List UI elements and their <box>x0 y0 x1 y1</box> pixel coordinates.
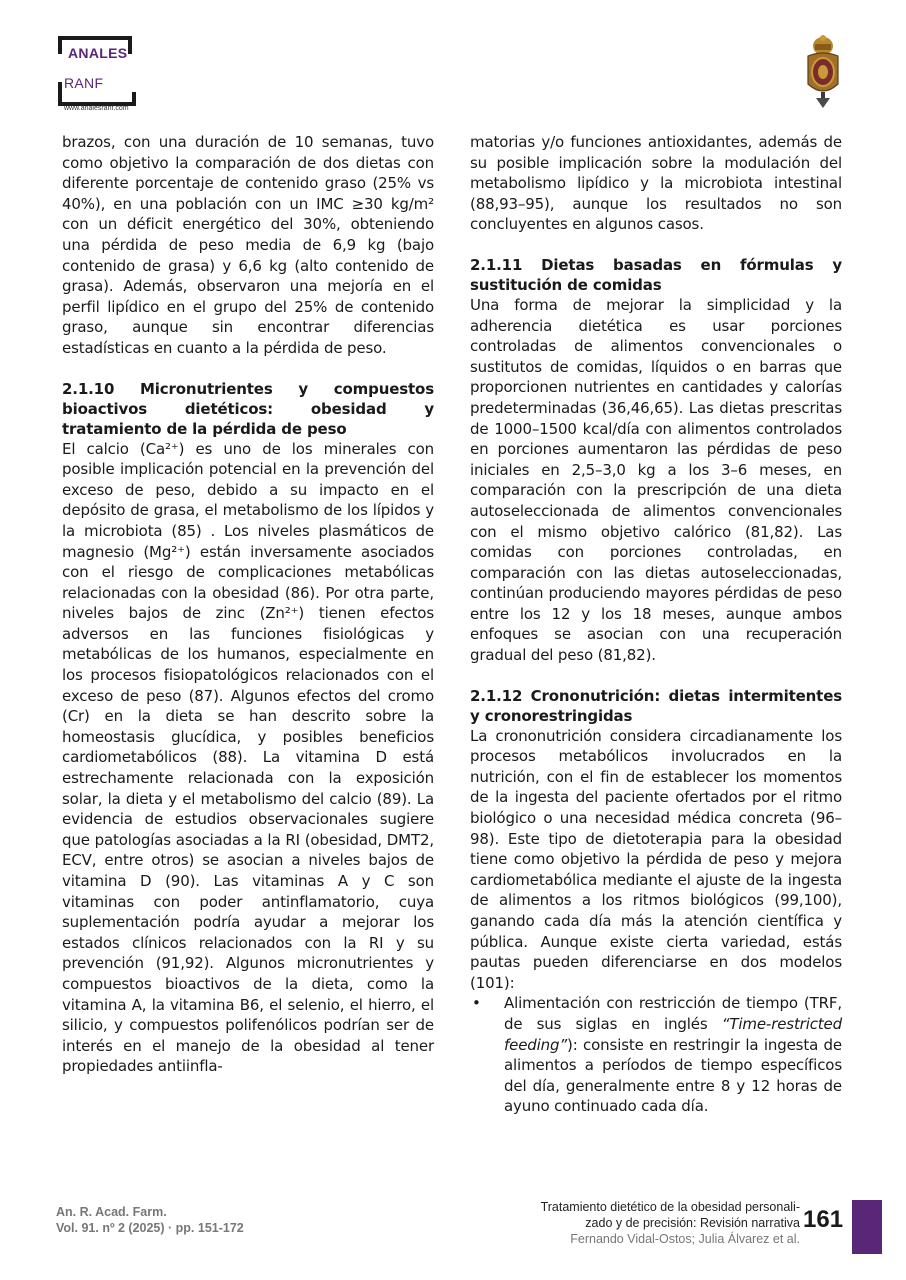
running-title-line: Tratamiento dietético de la obesidad personali- <box>540 1200 800 1214</box>
list-item <box>504 993 842 1117</box>
logo-anales-text: ANALES <box>68 45 128 61</box>
running-title-line: zado y de precisión: Revisión narrativa <box>585 1216 800 1230</box>
right-column <box>470 132 842 1117</box>
logo-bracket <box>128 36 132 54</box>
academy-crest-icon <box>802 32 844 110</box>
journal-name: An. R. Acad. Farm. <box>56 1205 167 1219</box>
page-color-tab <box>852 1200 882 1254</box>
running-authors: Fernando Vidal-Ostos; Julia Álvarez et al. <box>570 1232 800 1246</box>
journal-citation <box>56 1204 244 1236</box>
paragraph: El calcio (Ca²⁺) es uno de los minerales con posible implicación potencial en la prevención del exceso de peso, debido a su impacto en el depósito de grasa, el metabolismo de los lípidos y la microbiota (85) . Los niveles plasmáticos de magnesio (Mg²⁺) están inversamente asociados con el riesgo de complicaciones metabólicas relacionadas con la obesidad (86). Por otra parte, niveles bajos de zinc (Zn²⁺) tienen efectos adversos en las funciones fisiológicas y metabólicas de los humanos, especialmente en los procesos fisiopatológicos relacionados con el exceso de peso (87). Algunos efectos del cromo (Cr) en la dieta se han descrito sobre la homeostasis glucídica, y posibles beneficios cardiometabólicos (88). La vitamina D está estrechamente relacionada con la exposición solar, la dieta y el metabolismo del calcio (89). La evidencia de estudios observacionales sugiere que patologías asociadas a la RI (obesidad, DMT2, ECV, entre otros) se asocian a niveles bajos de vitamina D (90). Las vitaminas A y C son vitaminas con poder antinflamatorio, cuya suplementación podría ayudar a mejorar los estados clínicos relacionados con la RI y su prevención (91,92). Algunos micronutrientes y compuestos bioactivos de la dieta, como la vitamina A, la vitamina B6, el selenio, el hierro, el silicio, y compuestos polifenólicos podrían ser de interés en el manejo de la obesidad al tener propiedades antiinfla- <box>62 439 434 1076</box>
model-list <box>470 993 842 1117</box>
bullet-italic-term: “Time-restricted feeding” <box>504 1014 842 1054</box>
paragraph: Una forma de mejorar la simplicidad y la adherencia dietética es usar porciones controladas de alimentos convencionales o sustitutos de comidas, líquidos o en barras que proporcionen nutrientes en cantidades y calorías predeterminadas (36,46,65). Las dietas prescritas de 1000–1500 kcal/día con alimentos controlados en porciones aumentaron las pérdidas de peso iniciales en 2,5–3,0 kg a los 3–6 meses, en comparación con la prescripción de una dieta autoseleccionada de alimentos convencionales con el mismo objetivo calórico (81,82). Las comidas con porciones controladas, en comparación con las dietas autoseleccionadas, continúan produciendo mayores pérdidas de peso entre los 12 y los 18 meses, aunque ambos enfoques se asocian con una recuperación gradual del peso (81,82). <box>470 295 842 665</box>
left-column <box>62 132 434 1077</box>
running-title <box>541 1199 800 1247</box>
section-heading-2-1-12: 2.1.12 Crononutrición: dietas intermitentes y cronorestringidas <box>470 686 842 725</box>
bullet-text: ): consiste en restringir la ingesta de alimentos a períodos de tiempo específicos del día, generalmente entre 8 y 12 horas de ayuno continuado cada día. <box>504 1035 842 1116</box>
section-heading-2-1-11: 2.1.11 Dietas basadas en fórmulas y sustitución de comidas <box>470 255 842 294</box>
bullet-text: Alimentación con restricción de tiempo (TRF, de sus siglas en inglés <box>504 994 842 1033</box>
paragraph: brazos, con una duración de 10 semanas, tuvo como objetivo la comparación de dos dietas con diferente porcentaje de contenido graso (25% vs 40%), en una población con un IMC ≥30 kg/m² con un déficit energético del 30%, obteniendo una pérdida de peso media de 6,9 kg (bajo contenido de grasa) y 6,6 kg (alto contenido de grasa). Además, observaron una mejoría en el perfil lipídico en el grupo del 25% de contenido graso, aunque sin encontrar diferencias estadísticas en cuanto a la pérdida de peso. <box>62 133 434 357</box>
logo-bracket <box>58 36 132 40</box>
page-number: 161 <box>803 1206 844 1233</box>
journal-url: www.analesranf.com <box>64 105 129 112</box>
paragraph: La crononutrición considera circadianamente los procesos metabólicos involucrados en la nutrición, con el fin de establecer los momentos de la ingesta del paciente ofertados por el ritmo biológico o una necesidad médica concreta (96–98). Este tipo de dietoterapia para la obesidad tiene como objetivo la pérdida de peso y mejora cardiometabólica mediante el ajuste de la ingesta de alimentos a los ritmos biológicos (99,100), ganando cada día más la atención científica y pública. Aunque existe cierta variedad, estás pautas pueden diferenciarse en dos modelos (101): <box>470 726 842 992</box>
journal-logo <box>58 36 198 116</box>
logo-bracket <box>132 92 136 106</box>
logo-ranf-text: RANF <box>64 75 104 91</box>
paragraph: matorias y/o funciones antioxidantes, además de su posible implicación sobre la modulación del metabolismo lipídico y la microbiota intestinal (88,93–95), aunque los resultados no son concluyentes en algunos casos. <box>470 133 842 234</box>
section-heading-2-1-10: 2.1.10 Micronutrientes y compuestos bioactivos dietéticos: obesidad y tratamiento de la pérdida de peso <box>62 379 434 438</box>
journal-volume: Vol. 91. nº 2 (2025) · pp. 151-172 <box>56 1221 244 1235</box>
